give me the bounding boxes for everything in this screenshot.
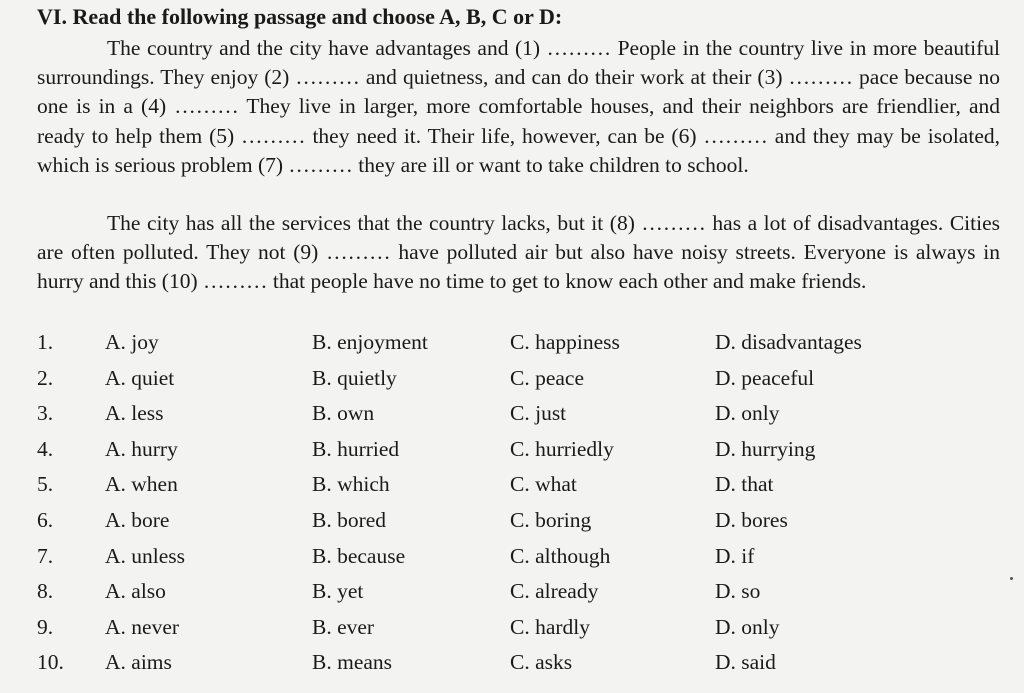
option-c: C. hardly	[510, 614, 591, 639]
speck-mark	[1010, 577, 1013, 580]
option-b: B. hurried	[312, 436, 400, 461]
passage-paragraph-2: The city has all the services that the country lacks, but it (8) ……… has a lot of disadvantages. Cities are often polluted. They not (9) ……… have polluted air but also have noisy streets. Everyone is always in hurry and this (10) ……… that people have no time to get to know each other and make friends.	[37, 211, 1000, 294]
option-a: A. aims	[105, 650, 172, 675]
option-c: C. already	[510, 579, 599, 604]
question-row	[37, 330, 997, 366]
option-b: B. bored	[312, 507, 387, 532]
option-b: B. means	[312, 650, 393, 675]
question-row	[37, 401, 997, 437]
question-number: 8.	[37, 579, 54, 604]
passage-paragraph-1: The country and the city have advantages and (1) ……… People in the country live in more beautiful surroundings. They enjoy (2) ……… and quietness, and can do their work at their (3) ……… pace because no one is in a (4) ……… They live in larger, more comfortable houses, and their neighbors are friendlier, and ready to help them (5) ……… they need it. Their life, however, can be (6) ……… and they may be isolated, which is serious problem (7) ……… they are ill or want to take children to school.	[37, 36, 1000, 177]
option-b: B. own	[312, 401, 375, 426]
option-d: D. peaceful	[715, 365, 815, 390]
option-b: B. yet	[312, 579, 364, 604]
option-a: A. unless	[105, 543, 186, 568]
option-d: D. said	[715, 650, 776, 675]
option-a: A. hurry	[105, 436, 178, 461]
option-d: D. disadvantages	[715, 330, 862, 354]
question-number: 9.	[37, 614, 54, 639]
question-row	[37, 615, 997, 651]
option-b: B. enjoyment	[312, 330, 428, 354]
question-row	[37, 437, 997, 473]
question-row	[37, 508, 997, 544]
question-number: 5.	[37, 472, 54, 497]
option-a: A. joy	[105, 330, 159, 354]
option-d: D. if	[715, 543, 755, 568]
question-number: 7.	[37, 543, 54, 568]
option-d: D. that	[715, 472, 774, 497]
option-d: D. hurrying	[715, 436, 816, 461]
answer-options-table	[37, 330, 997, 686]
option-a: A. also	[105, 579, 166, 604]
option-b: B. ever	[312, 614, 375, 639]
option-b: B. which	[312, 472, 390, 497]
option-c: C. just	[510, 401, 567, 426]
question-row	[37, 472, 997, 508]
question-number: 3.	[37, 401, 54, 426]
option-d: D. so	[715, 579, 761, 604]
option-b: B. quietly	[312, 365, 397, 390]
question-row	[37, 579, 997, 615]
question-number: 1.	[37, 330, 54, 354]
question-number: 2.	[37, 365, 54, 390]
option-c: C. boring	[510, 507, 592, 532]
question-number: 4.	[37, 436, 54, 461]
option-c: C. happiness	[510, 330, 620, 354]
option-a: A. quiet	[105, 365, 175, 390]
option-c: C. what	[510, 472, 577, 497]
option-a: A. never	[105, 614, 180, 639]
question-row	[37, 650, 997, 686]
option-d: D. only	[715, 401, 780, 426]
question-number: 6.	[37, 507, 54, 532]
question-row	[37, 366, 997, 402]
option-b: B. because	[312, 543, 406, 568]
option-c: C. peace	[510, 365, 585, 390]
question-number: 10.	[37, 650, 64, 675]
option-a: A. bore	[105, 507, 170, 532]
option-a: A. less	[105, 401, 164, 426]
question-row	[37, 544, 997, 580]
option-d: D. only	[715, 614, 780, 639]
option-c: C. hurriedly	[510, 436, 614, 461]
option-c: C. asks	[510, 650, 573, 675]
option-c: C. although	[510, 543, 611, 568]
option-a: A. when	[105, 472, 178, 497]
option-d: D. bores	[715, 507, 788, 532]
exercise-heading: VI. Read the following passage and choose A, B, C or D:	[37, 4, 563, 29]
